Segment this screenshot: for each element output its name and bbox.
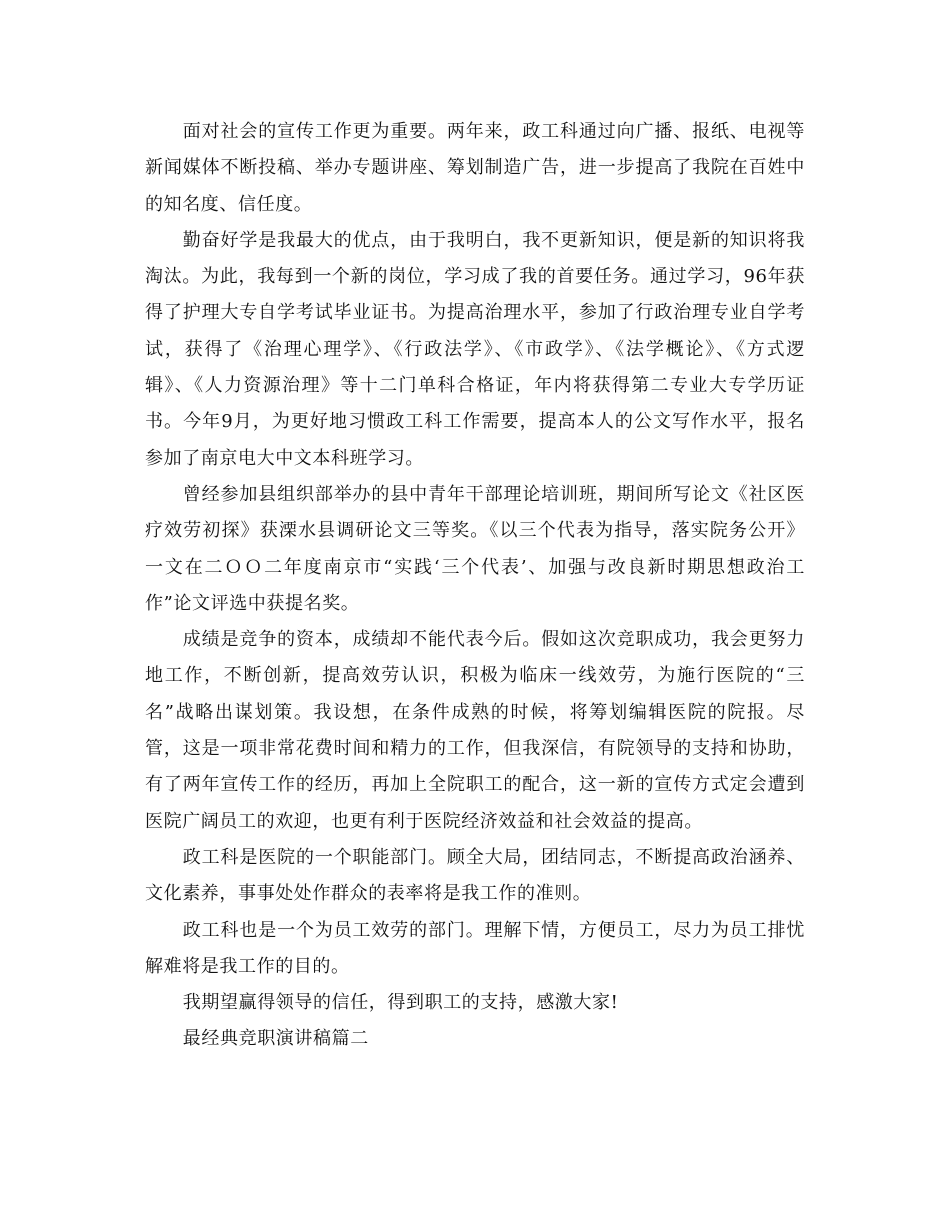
paragraph-closing: 我期望赢得领导的信任，得到职工的支持，感激大家! — [182, 992, 619, 1014]
paragraph-future-plans: 成绩是竞争的资本，成绩却不能代表今后。假如这次竞职成功，我会更努力地工作，不断创新，提高效劳认识，积极为临床一线效劳，为施行医院的“三名”战略出谋划策。我设想，在条件成熟的时候，将筹划编辑医院的院报。尽管，这是一项非常花费时间和精力的工作，但我深信，有院领导的支持和协助，有了两年宣传工作的经历，再加上全院职工的配合，这一新的宣传方式定会遭到医院广阔员工的欢迎，也更有利于医院经济效益和社会效益的提高。 — [145, 629, 805, 832]
section-heading: 最经典竞职演讲稿篇二 — [182, 1028, 369, 1050]
paragraph-department-role: 政工科是医院的一个职能部门。顾全大局，团结同志，不断提高政治涵养、文化素养，事事处处作群众的表率将是我工作的准则。 — [145, 846, 805, 905]
paragraph-publicity: 面对社会的宣传工作更为重要。两年来，政工科通过向广播、报纸、电视等新闻媒体不断投稿、举办专题讲座、筹划制造广告，进一步提高了我院在百姓中的知名度、信任度。 — [145, 121, 805, 215]
paragraph-service-goal: 政工科也是一个为员工效劳的部门。理解下情，方便员工，尽力为员工排忧解难将是我工作的目的。 — [145, 919, 805, 977]
paragraph-studies: 勤奋好学是我最大的优点，由于我明白，我不更新知识，便是新的知识将我淘汰。为此，我每到一个新的岗位，学习成了我的首要任务。通过学习，96年获得了护理大专自学考试毕业证书。为提高治理水平，参加了行政治理专业自学考试，获得了《治理心理学》、《行政法学》、《市政学》、《法学概论》、《方式逻辑》、《人力资源治理》等十二门单科合格证，年内将获得第二专业大专学历证书。今年9月，为更好地习惯政工科工作需要，提高本人的公文写作水平，报名参加了南京电大中文本科班学习。 — [145, 229, 805, 469]
paragraph-thesis-award: 曾经参加县组织部举办的县中青年干部理论培训班，期间所写论文《社区医疗效劳初探》获溧水县调研论文三等奖。《以三个代表为指导，落实院务公开》一文在二ＯＯ二年度南京市“实践‘三个代表’、加强与改良新时期思想政治工作”论文评选中获提名奖。 — [145, 483, 805, 614]
document-body — [145, 114, 805, 1058]
